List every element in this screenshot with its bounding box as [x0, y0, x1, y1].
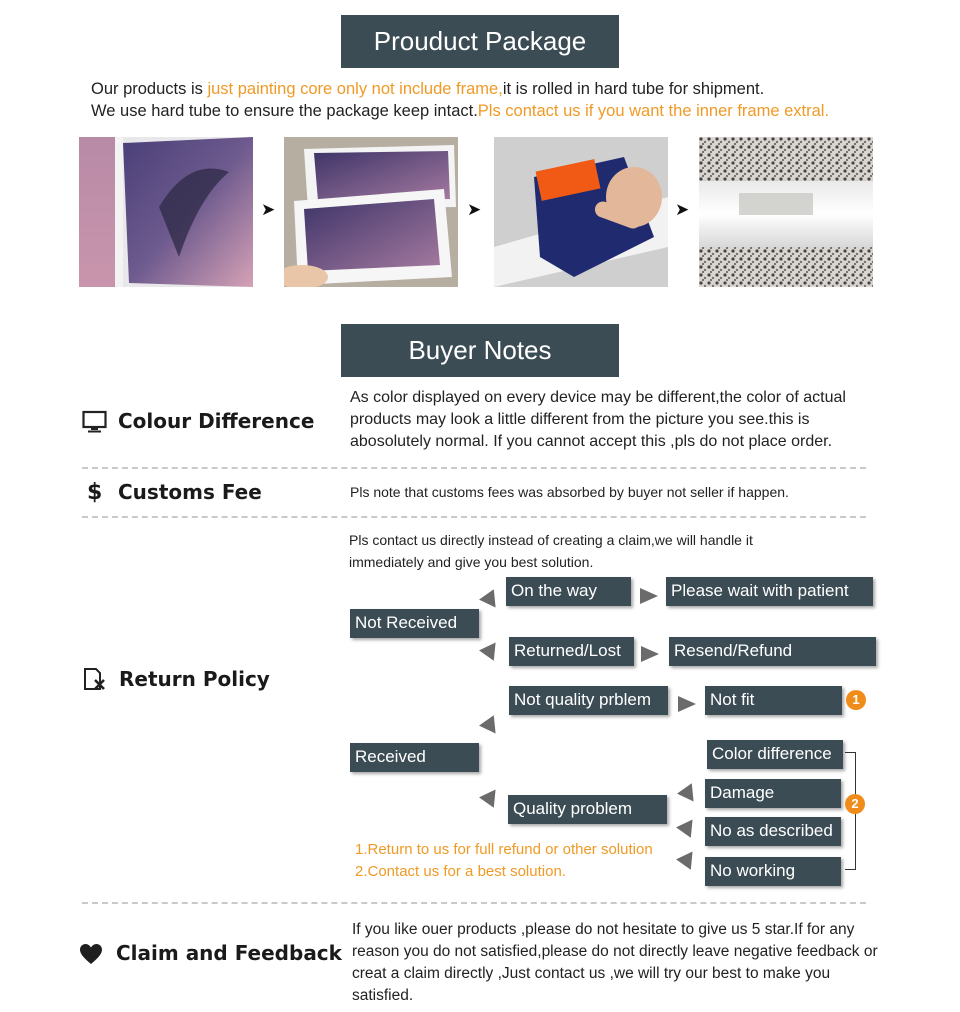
package-title: Prouduct Package [341, 15, 619, 68]
buyer-notes-title: Buyer Notes [341, 324, 619, 377]
arrow-up-right-icon [479, 589, 503, 612]
arrow-icon: ➤ [261, 200, 276, 219]
arrow-down-right-icon [676, 814, 700, 837]
package-photo-taping [494, 137, 668, 287]
dollar-icon: $ [87, 480, 103, 505]
damage-box: Damage [705, 779, 841, 808]
return-document-icon [82, 667, 110, 696]
no-working-box: No working [705, 857, 841, 886]
color-difference-box: Color difference [707, 740, 843, 769]
arrow-right-icon [640, 588, 658, 604]
arrow-icon: ➤ [467, 200, 482, 219]
returned-lost-box: Returned/Lost [509, 637, 634, 666]
monitor-icon [82, 410, 108, 439]
arrow-icon: ➤ [675, 200, 690, 219]
resend-refund-box: Resend/Refund [669, 637, 876, 666]
not-received-box: Not Received [350, 609, 479, 638]
return-policy-title: Return Policy [119, 667, 270, 691]
divider [82, 902, 866, 904]
claim-feedback-title: Claim and Feedback [116, 941, 342, 965]
arrow-right-icon [641, 646, 659, 662]
divider [82, 516, 866, 518]
package-line-1-highlight: just painting core only not include frame, [207, 80, 503, 98]
package-line-1 [91, 80, 764, 99]
arrow-up-right-icon [479, 715, 503, 738]
claim-feedback-text: If you like ouer products ,please do not hesitate to give us 5 star.If for any reason you do not satisfied,please do not directly leave negative feedback or creat a claim directly ,Just contact us ,we will try our best to make you satisfied. [352, 921, 878, 1004]
arrow-down-right-icon [479, 637, 503, 660]
colour-difference-text: As color displayed on every device may be different,the color of actual products may look a little different from the picture you see.this is abosolutely normal. If you cannot accept this ,pls do not place order. [350, 389, 846, 450]
arrow-down-right-icon [676, 846, 700, 869]
heart-icon [79, 943, 103, 970]
badge-one: 1 [846, 690, 866, 710]
package-line-2 [91, 102, 829, 121]
package-photo-rolling [284, 137, 458, 287]
package-photo-canvas [79, 137, 253, 287]
colour-difference-title: Colour Difference [118, 409, 315, 433]
on-the-way-box: On the way [506, 577, 631, 606]
received-box: Received [350, 743, 479, 772]
not-quality-problem-box: Not quality prblem [509, 686, 668, 715]
please-wait-box: Please wait with patient [666, 577, 873, 606]
quality-problem-box: Quality problem [508, 795, 667, 824]
solution-one-text: 1.Return to us for full refund or other solution [355, 841, 653, 858]
no-as-described-box: No as described [705, 817, 841, 846]
arrow-up-right-icon [677, 783, 701, 806]
package-line-2-highlight: Pls contact us if you want the inner frame extral. [477, 102, 830, 120]
not-fit-box: Not fit [705, 686, 842, 715]
package-line-1-text: Our products is [91, 80, 208, 98]
solution-two-text: 2.Contact us for a best solution. [355, 863, 566, 880]
badge-two: 2 [845, 794, 865, 814]
arrow-down-right-icon [479, 784, 503, 807]
return-policy-intro: Pls contact us directly instead of creating a claim,we will handle it immediately and give you best solution. [349, 532, 753, 570]
package-photo-tube [699, 137, 873, 287]
customs-fee-title: Customs Fee [118, 480, 262, 504]
package-line-1-tail: it is rolled in hard tube for shipment. [502, 80, 765, 98]
divider [82, 467, 866, 469]
arrow-right-icon [678, 696, 696, 712]
package-line-2-text: We use hard tube to ensure the package keep intact. [91, 102, 478, 120]
customs-fee-text: Pls note that customs fees was absorbed by buyer not seller if happen. [350, 484, 789, 500]
